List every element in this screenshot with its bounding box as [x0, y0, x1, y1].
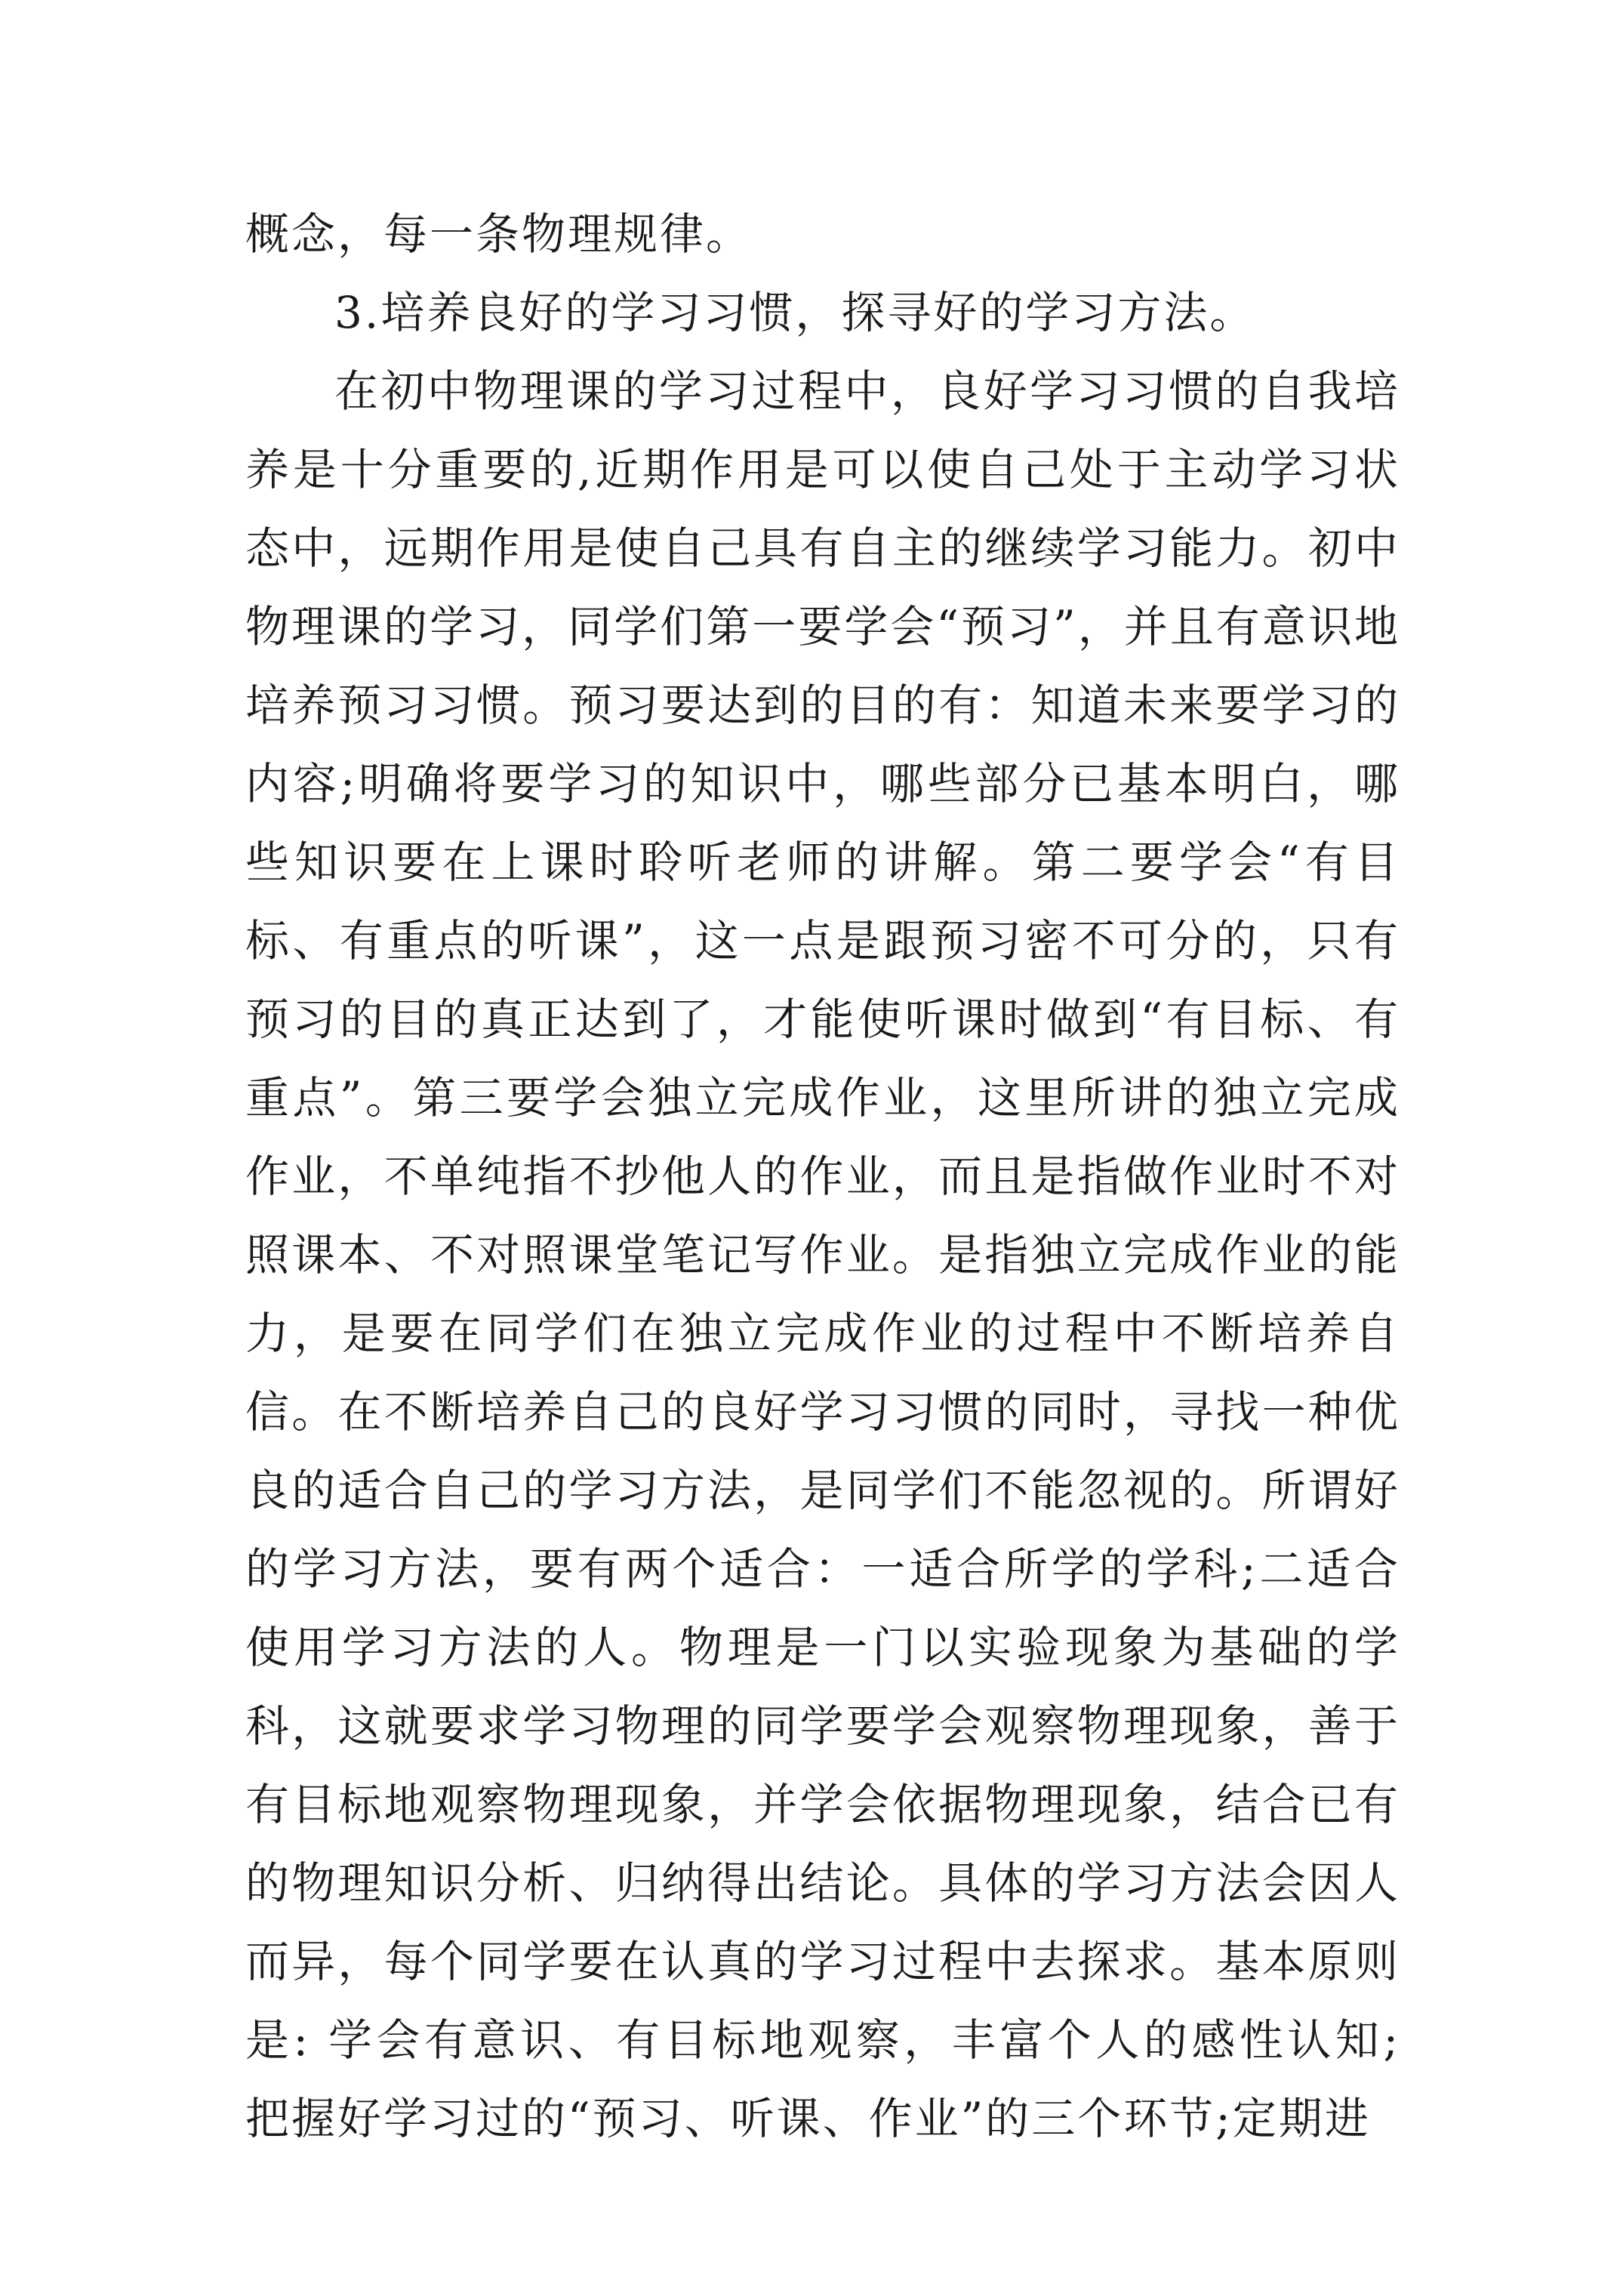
body-text	[245, 195, 1400, 2158]
section-heading: 3.培养良好的学习习惯，探寻好的学习方法。	[334, 287, 1256, 338]
paragraph-body: 在初中物理课的学习过程中，良好学习习惯的自我培养是十分重要的,近期作用是可以使自己处于主动学习状态中，远期作用是使自己具有自主的继续学习能力。初中物理课的学习，同学们第一要学会“预习”，并且有意识地培养预习习惯。预习要达到的目的有：知道未来要学习的内容;明确将要学习的知识中，哪些部分已基本明白，哪些知识要在上课时聆听老师的讲解。第二要学会“有目标、有重点的听课”，这一点是跟预习密不可分的，只有预习的目的真正达到了，才能使听课时做到“有目标、有重点”。第三要学会独立完成作业，这里所讲的独立完成作业，不单纯指不抄他人的作业，而且是指做作业时不对照课本、不对照课堂笔记写作业。是指独立完成作业的能力，是要在同学们在独立完成作业的过程中不断培养自信。在不断培养自己的良好学习习惯的同时，寻找一种优良的适合自己的学习方法，是同学们不能忽视的。所谓好的学习方法，要有两个适合：一适合所学的学科;二适合使用学习方法的人。物理是一门以实验现象为基础的学科，这就要求学习物理的同学要学会观察物理现象，善于有目标地观察物理现象，并学会依据物理现象，结合已有的物理知识分析、归纳得出结论。具体的学习方法会因人而异，每个同学要在认真的学习过程中去探求。基本原则是: 学会有意识、有目标地观察，丰富个人的感性认知;把握好学习过的“预习、听课、作业”的三个环节;定期进	[245, 365, 1400, 2144]
paragraph-continuation: 概念，每一条物理规律。	[245, 208, 753, 260]
